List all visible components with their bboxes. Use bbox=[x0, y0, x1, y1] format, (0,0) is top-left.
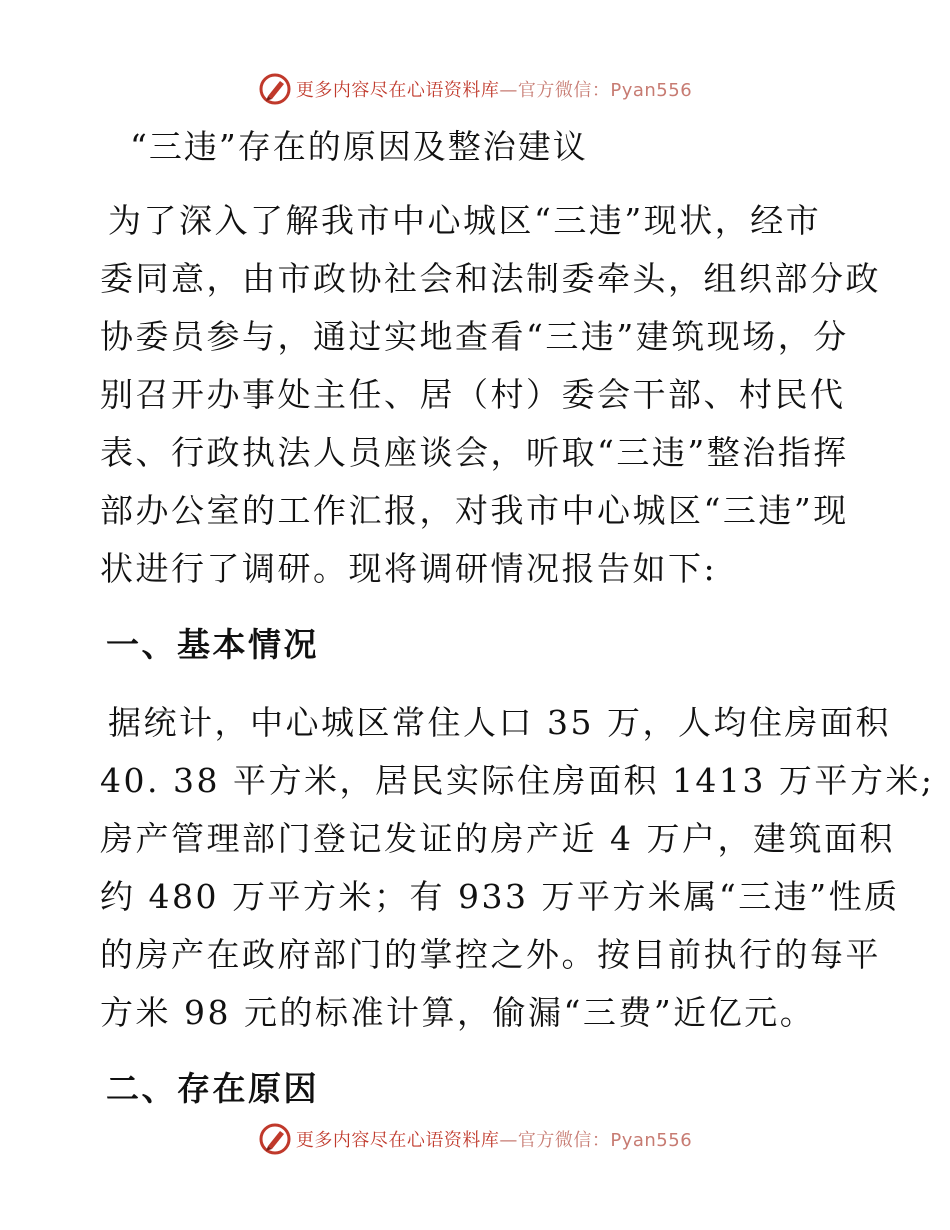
watermark-main-text: 更多内容尽在心语资料库 bbox=[295, 80, 500, 101]
text-line: 状进行了调研。现将调研情况报告如下: bbox=[100, 549, 718, 588]
intro-paragraph bbox=[100, 192, 881, 598]
document-body bbox=[100, 122, 935, 1138]
text-line: 表、行政执法人员座谈会，听取“三违”整治指挥 bbox=[100, 433, 849, 472]
basic-situation-paragraph bbox=[100, 694, 935, 1042]
watermark-header bbox=[0, 72, 950, 106]
text-line: 部办公室的工作汇报，对我市中心城区“三违”现 bbox=[100, 491, 849, 530]
text-line: 40. 38 平方米，居民实际住房面积 1413 万平方米; bbox=[100, 761, 935, 800]
text-line: 方米 98 元的标准计算，偷漏“三费”近亿元。 bbox=[100, 993, 816, 1032]
section-heading-causes: 二、存在原因 bbox=[106, 1069, 319, 1108]
text-line: 为了深入了解我市中心城区“三违”现状，经市 bbox=[108, 201, 822, 240]
pen-logo-icon bbox=[258, 72, 292, 106]
text-line: 房产管理部门登记发证的房产近 4 万户，建筑面积 bbox=[100, 819, 895, 858]
text-line: 委同意，由市政协社会和法制委牵头，组织部分政 bbox=[100, 259, 881, 298]
watermark-sub-text: —官方微信：Pyan556 bbox=[499, 80, 693, 101]
text-line: 约 480 万平方米；有 933 万平方米属“三违”性质 bbox=[100, 877, 900, 916]
pen-logo-icon bbox=[258, 1122, 292, 1156]
watermark-main-text: 更多内容尽在心语资料库 bbox=[295, 1130, 500, 1151]
text-line: 协委员参与，通过实地查看“三违”建筑现场，分 bbox=[100, 317, 849, 356]
text-line: 据统计，中心城区常住人口 35 万，人均住房面积 bbox=[108, 703, 891, 742]
text-line: 别召开办事处主任、居（村）委会干部、村民代 bbox=[100, 375, 846, 414]
watermark-sub-text: —官方微信：Pyan556 bbox=[499, 1130, 693, 1151]
document-title: “三违”存在的原因及整治建议 bbox=[130, 127, 588, 166]
text-line: 的房产在政府部门的掌控之外。按目前执行的每平 bbox=[100, 935, 881, 974]
watermark-footer bbox=[0, 1122, 950, 1156]
section-heading-basic: 一、基本情况 bbox=[106, 625, 319, 664]
